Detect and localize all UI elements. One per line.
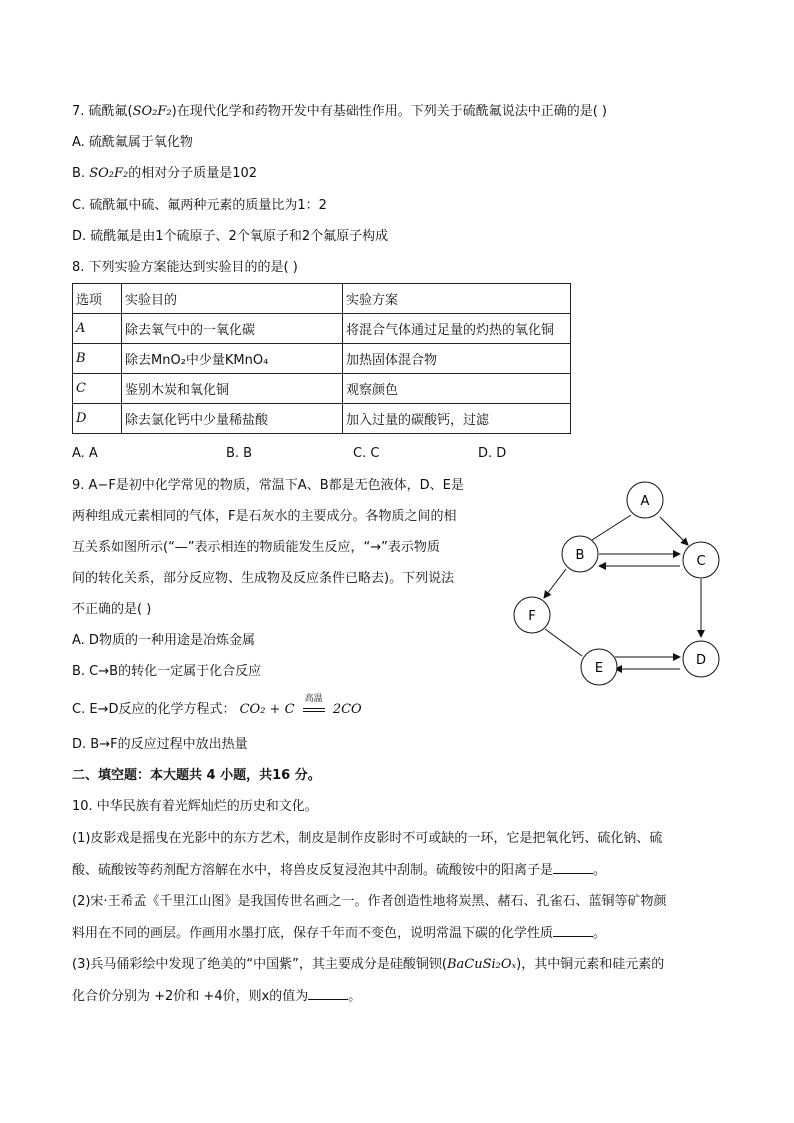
- q10-part3-text-a: (3)兵马俑彩绘中发现了绝美的“中国紫”，其主要成分是硅酸铜钡(: [72, 957, 447, 972]
- section-heading: 二、填空题：本大题共 4 小题，共16 分。: [72, 768, 321, 783]
- answer-blank[interactable]: [308, 987, 348, 1000]
- q10-part3-text-b: )，其中铜元素和硅元素的: [516, 957, 665, 972]
- line-a-b: [592, 515, 631, 540]
- row-purpose: 除去氯化钙中少量稀盐酸: [122, 404, 343, 434]
- header-option: 选项: [73, 284, 122, 314]
- q7-option-b: [72, 165, 257, 183]
- node-c: [683, 542, 719, 578]
- table-row: [73, 404, 571, 434]
- equation-condition-text: 高温: [304, 694, 323, 704]
- q10-part3-formula: BaCuSi₂Oₓ: [446, 957, 517, 972]
- row-plan: 观察颜色: [343, 374, 571, 404]
- q8-option-b: B. B: [226, 446, 253, 461]
- q10-part3-text: 化合价分别为 +2价和 +4价，则x的值为: [72, 989, 309, 1004]
- node-a: [627, 482, 663, 518]
- q9-option-d: D. B→F的反应过程中放出热量: [72, 737, 248, 752]
- arrow-b-to-f: [544, 569, 566, 598]
- q9-stem-line: 互关系如图所示(“—”表示相连的物质能发生反应，“→”表示物质: [72, 540, 440, 555]
- q9-option-c: [72, 694, 362, 719]
- node-d-label: D: [695, 653, 707, 668]
- node-c-label: C: [696, 554, 706, 569]
- equation-condition: [299, 694, 329, 719]
- table-row: [73, 374, 571, 404]
- q7-stem-text-a: 7. 硫酰氟(: [72, 104, 133, 119]
- q10-part1-text: 酸、硫酸铵等药剂配方溶解在水中，将兽皮反复浸泡其中刮制。硫酸铵中的阳离子是: [72, 863, 554, 878]
- row-option: A: [73, 314, 122, 344]
- node-b: [562, 536, 598, 572]
- row-purpose: 鉴别木炭和氧化铜: [122, 374, 343, 404]
- node-f-label: F: [528, 609, 536, 624]
- node-d: [683, 641, 719, 677]
- row-option: C: [73, 374, 122, 404]
- row-plan: 加入过量的碳酸钙，过滤: [343, 404, 571, 434]
- q7-formula: SO₂F₂: [132, 104, 172, 119]
- q10-stem: 10. 中华民族有着光辉灿烂的历史和文化。: [72, 799, 318, 814]
- q10-part3-end: 。: [348, 989, 362, 1004]
- table-row: [73, 344, 571, 374]
- q10-part2-line2: [72, 924, 606, 943]
- equals-bar: [303, 708, 325, 712]
- q9-stem-line: 两种组成元素相同的气体，F是石灰水的主要成分。各物质之间的相: [72, 509, 457, 524]
- table-header-row: [73, 284, 571, 314]
- q10-part2-end: 。: [593, 926, 607, 941]
- equation-left: CO₂ + C: [239, 702, 295, 717]
- header-plan: 实验方案: [343, 284, 571, 314]
- q10-part1-line1: (1)皮影戏是摇曳在光影中的东方艺术，制皮是制作皮影时不可或缺的一环，它是把氧化钙、硫化钠、硫: [72, 831, 663, 846]
- q7-option-a: A. 硫酰氟属于氧化物: [72, 135, 193, 150]
- q9-option-c-text: C. E→D反应的化学方程式：: [72, 702, 236, 717]
- node-e: [581, 649, 617, 685]
- q7-option-b-formula: SO₂F₂: [89, 166, 129, 181]
- q10-part1-line2: [72, 861, 606, 880]
- answer-blank[interactable]: [553, 861, 593, 874]
- q7-option-d: D. 硫酰氟是由1个硫原子、2个氧原子和2个氟原子构成: [72, 229, 389, 244]
- row-plan: 将混合气体通过足量的灼热的氧化铜: [343, 314, 571, 344]
- row-purpose: 除去MnO₂中少量KMnO₄: [122, 344, 343, 374]
- header-purpose: 实验目的: [122, 284, 343, 314]
- row-option: B: [73, 344, 122, 374]
- q8-option-c: C. C: [353, 446, 380, 461]
- q8-table: [72, 283, 571, 434]
- row-option: D: [73, 404, 122, 434]
- arrow-a-to-c: [660, 517, 688, 545]
- q9-relation-diagram: [500, 470, 740, 700]
- q8-option-d: D. D: [478, 446, 507, 461]
- q10-part3-line2: [72, 987, 361, 1006]
- row-purpose: 除去氧气中的一氧化碳: [122, 314, 343, 344]
- answer-blank[interactable]: [553, 924, 593, 937]
- q9-option-a: A. D物质的一种用途是冶炼金属: [72, 633, 255, 648]
- q7-stem: [72, 103, 607, 121]
- q10-part2-line1: (2)宋·王希孟《千里江山图》是我国传世名画之一。作者创造性地将炭黑、赭石、孔雀石、蓝铜等矿物颜: [72, 894, 667, 909]
- q9-stem-line: 间的转化关系，部分反应物、生成物及反应条件已略去)。下列说法: [72, 571, 455, 586]
- q7-stem-text-b: )在现代化学和药物开发中有基础性作用。下列关于硫酰氟说法中正确的是( ): [171, 104, 607, 119]
- q10-part2-text: 料用在不同的画层。作画用水墨打底，保存千年而不变色，说明常温下碳的化学性质: [72, 926, 554, 941]
- equation-right: 2CO: [332, 702, 362, 717]
- q7-option-b-prefix: B.: [72, 166, 90, 181]
- q8-option-a: A. A: [72, 446, 98, 461]
- q9-stem-line: 9. A−F是初中化学常见的物质，常温下A、B都是无色液体，D、E是: [72, 478, 464, 493]
- table-row: [73, 314, 571, 344]
- q9-option-b: B. C→B的转化一定属于化合反应: [72, 664, 262, 679]
- line-f-e: [545, 629, 582, 656]
- q10-part1-end: 。: [593, 863, 607, 878]
- node-b-label: B: [575, 548, 585, 563]
- node-a-label: A: [640, 494, 650, 509]
- q7-option-b-text: 的相对分子质量是102: [128, 166, 258, 181]
- q9-stem-line: 不正确的是( ): [72, 602, 152, 617]
- row-plan: 加热固体混合物: [343, 344, 571, 374]
- q8-stem: 8. 下列实验方案能达到实验目的的是( ): [72, 260, 298, 275]
- q10-part3-line1: [72, 956, 664, 974]
- node-f: [514, 597, 550, 633]
- node-e-label: E: [594, 661, 604, 676]
- q7-option-c: C. 硫酰氟中硫、氟两种元素的质量比为1：2: [72, 198, 327, 213]
